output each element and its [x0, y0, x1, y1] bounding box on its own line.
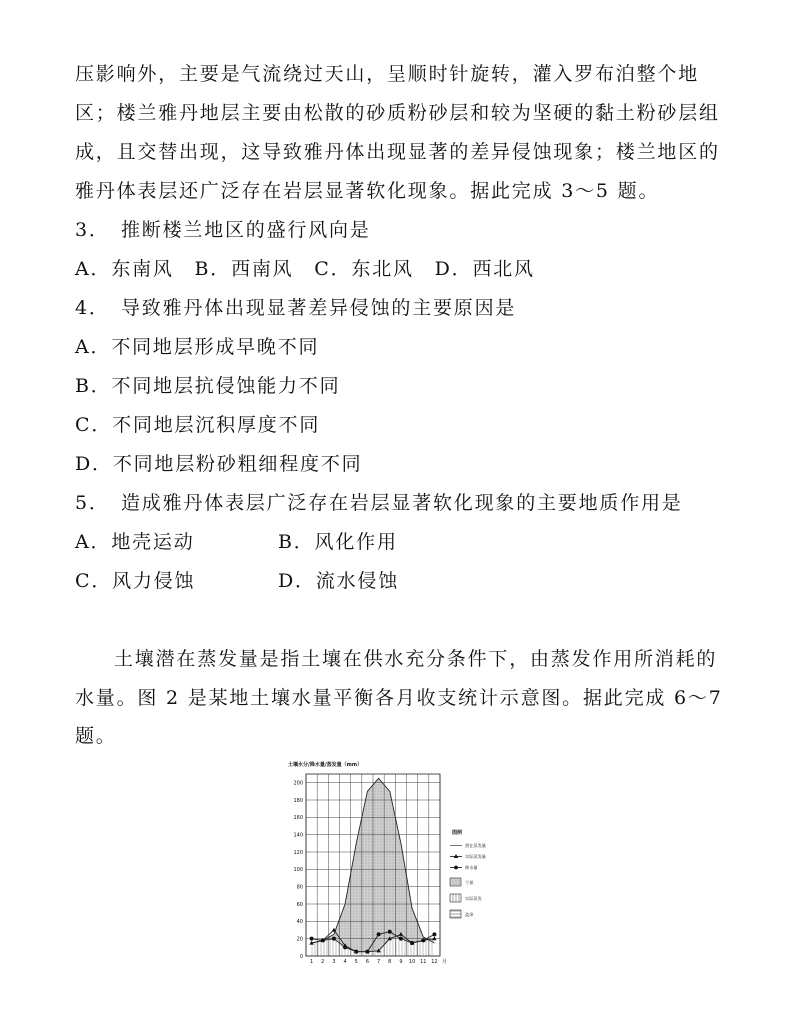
y-tick-label: 0	[299, 953, 303, 960]
question-5-option-c: C．风力侵蚀	[75, 570, 196, 592]
precipitation-point	[310, 937, 314, 941]
precipitation-point	[421, 938, 425, 942]
x-tick-label: 12	[431, 959, 438, 965]
actual-evaporation-point	[432, 936, 436, 940]
passage-line-3: 成，且交替出现，这导致雅丹体出现显著的差异侵蚀现象；楼兰地区的	[75, 141, 720, 163]
y-tick-label: 160	[293, 815, 303, 822]
passage-line-4: 雅丹体表层还广泛存在岩层显著软化现象。据此完成 3～5 题。	[75, 180, 660, 202]
x-tick-label: 8	[388, 959, 392, 965]
legend-marker	[454, 866, 458, 870]
x-tick-label: 2	[321, 959, 325, 965]
legend-label: 亏损	[465, 880, 474, 885]
question-4-option-d: D．不同地层粉砂粗细程度不同	[75, 453, 363, 475]
y-tick-label: 140	[293, 832, 303, 839]
plot-area	[293, 774, 447, 965]
chart-legend	[450, 829, 486, 918]
legend-swatch	[450, 910, 461, 918]
legend-marker	[454, 854, 458, 858]
precipitation-point	[321, 938, 325, 942]
question-5-option-b: B．风化作用	[278, 531, 398, 553]
y-tick-label: 40	[296, 919, 303, 926]
precipitation-point	[332, 937, 336, 941]
x-tick-label: 6	[365, 959, 370, 965]
soil-water-balance-chart	[284, 760, 486, 970]
legend-title: 图例	[452, 830, 463, 836]
legend-swatch	[450, 878, 461, 886]
x-tick-label: 9	[399, 959, 403, 965]
legend-swatch	[450, 894, 461, 902]
x-tick-label: 5	[354, 959, 358, 965]
legend-label: 实际蒸发	[465, 896, 482, 901]
x-tick-label: 1	[309, 959, 314, 965]
precipitation-point	[343, 945, 347, 949]
question-4-option-b: B．不同地层抗侵蚀能力不同	[75, 375, 341, 397]
y-tick-label: 120	[293, 849, 303, 856]
y-tick-label: 180	[293, 797, 303, 804]
precipitation-point	[377, 932, 381, 936]
precipitation-point	[365, 950, 369, 954]
legend-label: 降水量	[465, 865, 478, 870]
precipitation-point	[432, 932, 436, 936]
passage2-line-2: 水量。图 2 是某地土壤水量平衡各月收支统计示意图。据此完成 6～7	[75, 687, 723, 709]
y-tick-label: 80	[296, 884, 303, 891]
question-5-option-a: A．地壳运动	[75, 531, 195, 553]
question-4-option-a: A．不同地层形成早晚不同	[75, 336, 320, 358]
x-tick-label: 3	[332, 959, 336, 965]
question-5-option-d: D．流水侵蚀	[278, 570, 400, 592]
question-3-options: A．东南风 B．西南风 C．东北风 D．西北风	[75, 258, 535, 280]
legend-label: 实际蒸发量	[465, 854, 486, 859]
precipitation-point	[354, 950, 358, 954]
x-tick-label: 11	[420, 959, 427, 965]
question-5-stem: 5． 造成雅丹体表层广泛存在岩层显著软化现象的主要地质作用是	[75, 492, 683, 514]
precipitation-point	[388, 930, 392, 934]
y-tick-label: 100	[293, 867, 303, 874]
y-tick-label: 20	[296, 936, 303, 943]
x-tick-label: 7	[376, 959, 381, 965]
passage2-line-1: 土壤潜在蒸发量是指土壤在供水充分条件下，由蒸发作用所消耗的	[114, 648, 718, 670]
x-axis-label: 月	[442, 959, 448, 965]
question-4-stem: 4． 导致雅丹体出现显著差异侵蚀的主要原因是	[75, 297, 517, 319]
question-4-option-c: C．不同地层沉积厚度不同	[75, 414, 321, 436]
y-tick-label: 200	[293, 780, 303, 787]
legend-label: 潜在蒸发量	[465, 843, 486, 848]
passage-line-2: 区；楼兰雅丹地层主要由松散的砂质粉砂层和较为坚硬的黏土粉砂层组	[75, 102, 720, 124]
chart-title: 土壤水分/降水量/蒸发量（mm）	[288, 762, 363, 768]
passage-line-1: 压影响外，主要是气流绕过天山，呈顺时针旋转，灌入罗布泊整个地	[75, 63, 700, 85]
passage2-line-3: 题。	[75, 725, 117, 747]
question-3-stem: 3． 推断楼兰地区的盛行风向是	[75, 219, 371, 241]
legend-label: 盈余	[465, 912, 474, 917]
x-tick-label: 10	[408, 959, 416, 965]
precipitation-point	[399, 937, 403, 941]
precipitation-point	[410, 941, 414, 945]
y-tick-label: 60	[296, 901, 303, 908]
x-tick-label: 4	[343, 959, 347, 965]
